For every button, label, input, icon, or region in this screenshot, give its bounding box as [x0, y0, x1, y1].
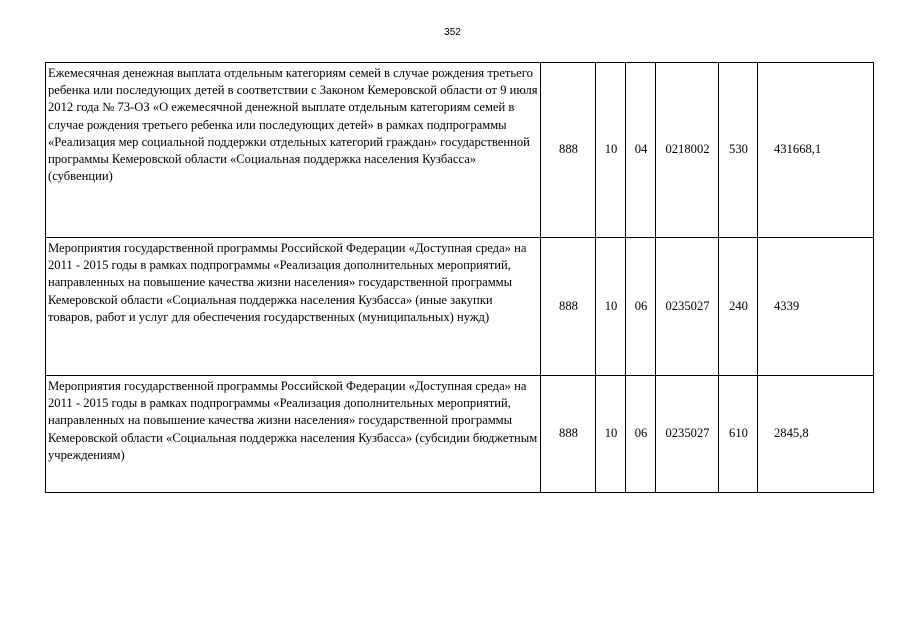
subsection-code: 04 — [626, 63, 656, 238]
section-code: 10 — [596, 63, 626, 238]
page-number: 352 — [444, 27, 461, 38]
subsection-code: 06 — [626, 376, 656, 493]
amount-value: 431668,1 — [758, 63, 874, 238]
row-description: Мероприятия государственной программы Российской Федерации «Доступная среда» на 2011 - 2015 годы в рамках подпрограммы «Реализация дополнительных мероприятий, направленных на повышение качества жизни населения» государственной программы Кемеровской области «Социальная поддержка населения Кузбасса» (субсидии бюджетным учреждениям) — [46, 376, 541, 493]
section-code: 10 — [596, 376, 626, 493]
expense-type-code: 240 — [719, 238, 758, 376]
ministry-code: 888 — [541, 63, 596, 238]
table-row — [46, 63, 874, 238]
row-description: Ежемесячная денежная выплата отдельным категориям семей в случае рождения третьего ребенка или последующих детей в соответствии с Законом Кемеровской области от 9 июля 2012 года № 73-ОЗ «О ежемесячной денежной выплате отдельным категориям семей в случае рождения третьего ребенка или последующих детей» в рамках подпрограммы «Реализация мер социальной поддержки отдельных категорий граждан» государственной программы Кемеровской области «Социальная поддержка населения Кузбасса» (субвенции) — [46, 63, 541, 238]
ministry-code: 888 — [541, 238, 596, 376]
target-article-code: 0218002 — [656, 63, 719, 238]
table-row — [46, 376, 874, 493]
target-article-code: 0235027 — [656, 238, 719, 376]
expense-type-code: 530 — [719, 63, 758, 238]
row-description: Мероприятия государственной программы Российской Федерации «Доступная среда» на 2011 - 2015 годы в рамках подпрограммы «Реализация дополнительных мероприятий, направленных на повышение качества жизни населения» государственной программы Кемеровской области «Социальная поддержка населения Кузбасса» (иные закупки товаров, работ и услуг для обеспечения государственных (муниципальных) нужд) — [46, 238, 541, 376]
budget-table — [45, 62, 874, 493]
amount-value: 2845,8 — [758, 376, 874, 493]
subsection-code: 06 — [626, 238, 656, 376]
section-code: 10 — [596, 238, 626, 376]
ministry-code: 888 — [541, 376, 596, 493]
target-article-code: 0235027 — [656, 376, 719, 493]
expense-type-code: 610 — [719, 376, 758, 493]
amount-value: 4339 — [758, 238, 874, 376]
table-row — [46, 238, 874, 376]
